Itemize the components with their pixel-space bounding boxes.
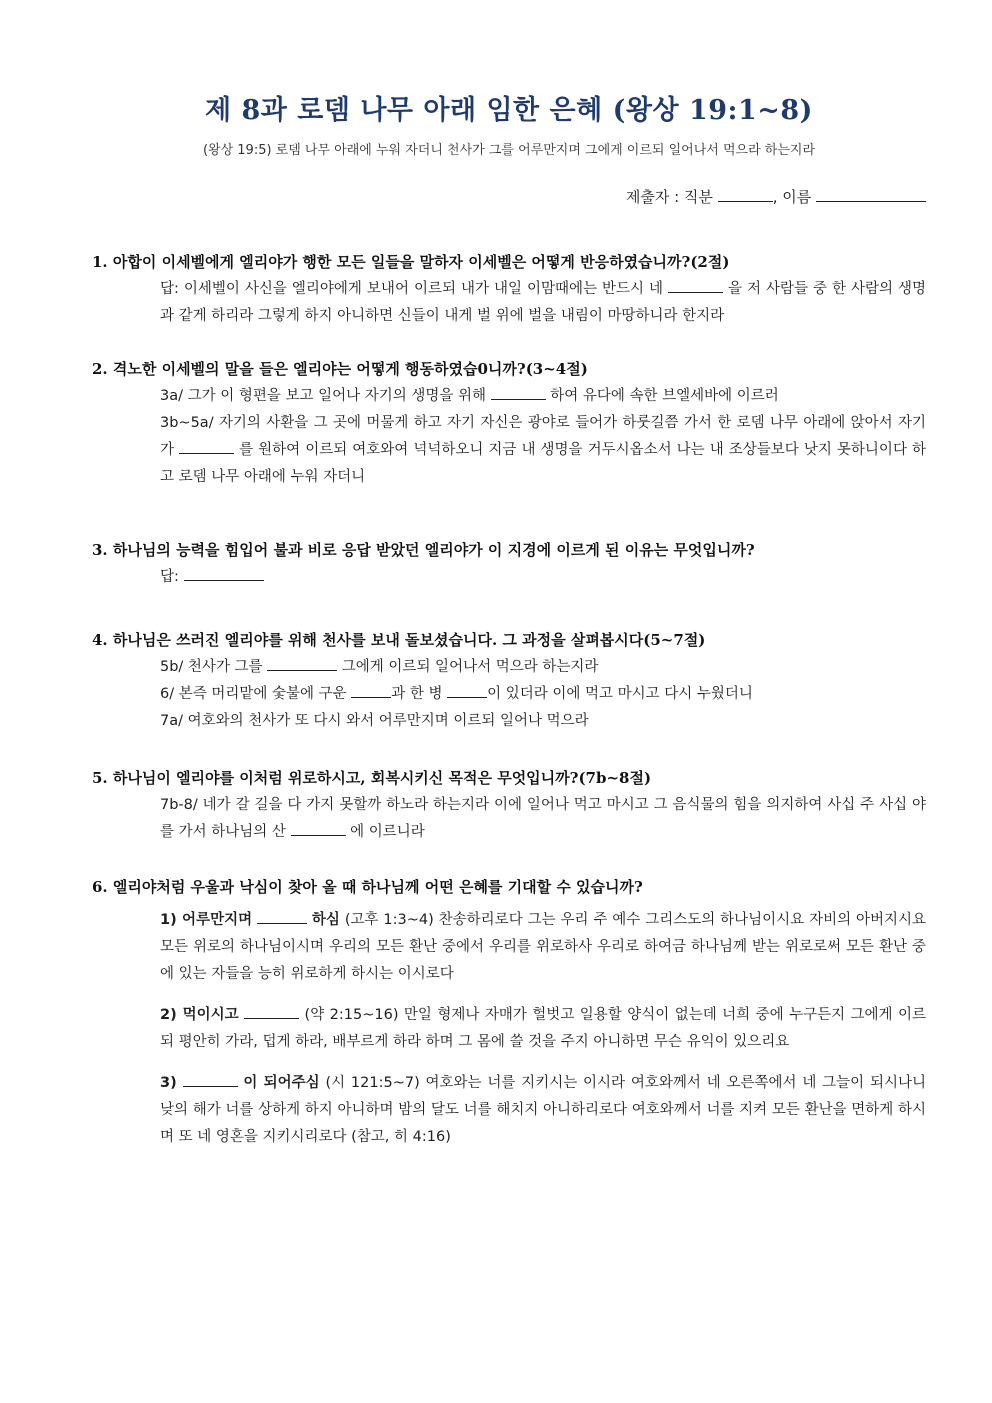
answer-text-part: 을 저 사람들 중 한 사람의 생명과 같게 하리라 그렇게 하지 아니하면 신들이 내게 벌 위에 벌을 내림이 마땅하니라 한지라 [160,281,927,324]
fill-blank[interactable] [291,821,346,836]
sub-point-label: 3) [160,1075,177,1091]
answer-text-part: 하여 유다에 속한 브엘세바에 이르러 [550,388,779,404]
sub-point-text: (약 2:15~16) 만일 형제나 자매가 헐벗고 일용할 양식이 없는데 너희 중에 누구든지 그에게 이르되 평안히 가라, 덥게 하라, 배부르게 하라 하며 그 몸에 쓸 것을 주지 아니하면 무슨 유익이 있으리요 [160,1007,927,1050]
sub-point-3 [160,1070,926,1151]
question-heading: 4. 하나님은 쓰러진 엘리야를 위해 천사를 보내 돌보셨습니다. 그 과정을 살펴봅시다(5~7절) [92,631,706,649]
fill-blank[interactable] [183,1072,238,1087]
sub-point-label: 1) 어루만지며 [160,912,253,928]
name-label: , 이름 [772,188,812,206]
answer-text-part: 이 있더라 이에 먹고 마시고 다시 누웠더니 [487,686,753,702]
fill-blank[interactable] [491,385,546,400]
sub-point-1 [160,907,926,988]
question-heading: 5. 하나님이 엘리야를 이처럼 위로하시고, 회복시키신 목적은 무엇입니까?(7b~8절) [92,769,652,787]
sub-point-label: 2) 먹이시고 [160,1007,239,1023]
question-6 [92,876,926,1151]
fill-blank[interactable] [668,278,723,293]
answer-text-part: 6/ 본즉 머리맡에 숯불에 구운 [160,686,347,702]
submitter-label: 제출자 : 직분 [625,188,713,206]
answer-text [160,276,926,330]
fill-blank[interactable] [267,656,337,671]
question-2 [92,358,926,491]
fill-blank[interactable] [244,1004,299,1019]
fill-blank[interactable] [351,683,391,698]
answer-text [160,792,926,846]
answer-text-part: 에 이르니라 [350,824,425,840]
verse-line [160,383,926,410]
answer-text-part: 7b-8/ 네가 갈 길을 다 가지 못할까 하노라 하는지라 이에 일어나 먹고 마시고 그 음식물의 힘을 의지하여 사십 주 사십 야를 가서 하나님의 산 [160,797,926,840]
fill-blank[interactable] [257,909,307,924]
answer-text-part: 5b/ 천사가 그를 [160,659,263,675]
verse-line [160,654,926,681]
memory-verse: (왕상 19:5) 로뎀 나무 아래에 누워 자더니 천사가 그를 어루만지며 그에게 이르되 일어나서 먹으라 하는지라 [202,143,816,158]
question-4 [92,629,926,735]
answer-text [160,383,926,491]
question-heading: 2. 격노한 이세벨의 말을 들은 엘리야는 어떻게 행동하였습0니까?(3~4절) [92,360,588,378]
submitter-line [92,186,926,207]
question-heading: 1. 아합이 이세벨에게 엘리야가 행한 모든 일들을 말하자 이세벨은 어떻게 반응하였습니까?(2절) [92,253,730,271]
verse-line [160,681,926,708]
answer-text-part: 과 한 병 [391,686,443,702]
answer-text-part: 답: [160,569,179,585]
sub-point-2 [160,1002,926,1056]
question-heading: 3. 하나님의 능력을 힘입어 불과 비로 응답 받았던 엘리야가 이 지경에 이르게 된 이유는 무엇입니까? [92,541,755,559]
answer-text [160,564,926,591]
answer-text [160,654,926,735]
question-1 [92,251,926,330]
name-blank[interactable] [816,187,926,202]
sub-point-label: 하심 [311,912,340,928]
question-5 [92,767,926,846]
sub-point-text: (고후 1:3~4) 찬송하리로다 그는 우리 주 예수 그리스도의 하나님이시요 자비의 아버지시요 모든 위로의 하나님이시며 우리의 모든 환난 중에서 우리를 위로하사 우리로 하여금 하나님께 받는 위로로써 모든 환난 중에 있는 자들을 능히 위로하게 하시는 이시로다 [160,912,927,982]
sub-point-text: (시 121:5~7) 여호와는 너를 지키시는 이시라 여호와께서 네 오른쪽에서 네 그늘이 되시나니 낮의 해가 너를 상하게 하지 아니하며 밤의 달도 너를 해치지 아니하리로다 여호와께서 너를 지켜 모든 환난을 면하게 하시며 또 네 영혼을 지키시리로다 (참고, 히 4:16) [160,1075,927,1145]
page-title: 제 8과 로뎀 나무 아래 임한 은혜 (왕상 19:1~8) [205,95,813,126]
fill-blank[interactable] [179,439,234,454]
fill-blank[interactable] [447,683,487,698]
question-heading: 6. 엘리야처럼 우울과 낙심이 찾아 올 때 하나님께 어떤 은혜를 기대할 수 있습니까? [92,878,643,896]
verse-line [160,410,926,491]
answer-text-part: 그에게 이르되 일어나서 먹으라 하는지라 [341,659,599,675]
sub-point-label: 이 되어주심 [243,1075,320,1091]
answer-text-part: 를 원하여 이르되 여호와여 넉넉하오니 지금 내 생명을 거두시옵소서 나는 내 조상들보다 낫지 못하니이다 하고 로뎀 나무 아래에 누워 자더니 [160,442,926,485]
answer-text-part: 답: 이세벨이 사신을 엘리야에게 보내어 이르되 내가 내일 이맘때에는 반드시 네 [160,281,663,297]
question-3 [92,539,926,591]
verse-line: 7a/ 여호와의 천사가 또 다시 와서 어루만지며 이르되 일어나 먹으라 [160,713,589,729]
answer-text-part: 3a/ 그가 이 형편을 보고 일어나 자기의 생명을 위해 [160,388,487,404]
fill-blank[interactable] [184,566,264,581]
answer-text-part: 3b~5a/ 자기의 사환을 그 곳에 머물게 하고 자기 자신은 광야로 들어가 하룻길쯤 가서 한 로뎀 나무 아래에 앉아서 자기가 [160,415,926,458]
position-blank[interactable] [718,187,773,202]
